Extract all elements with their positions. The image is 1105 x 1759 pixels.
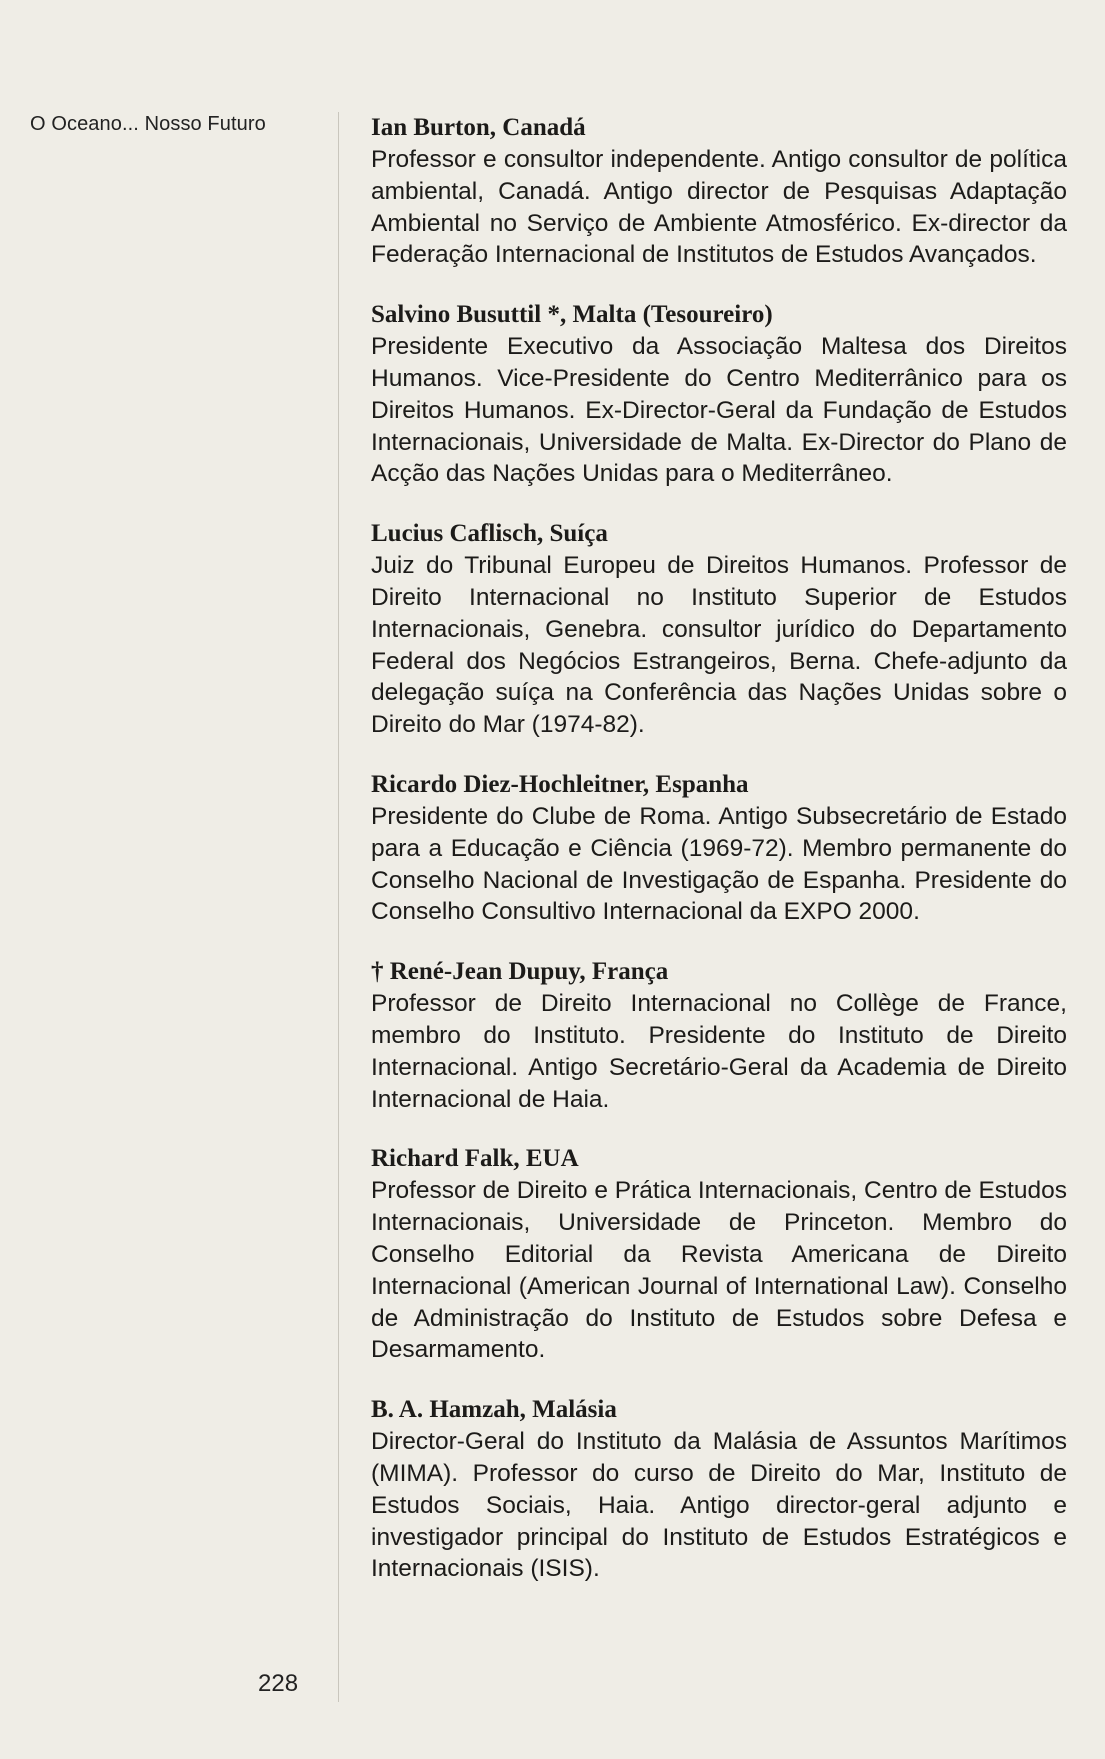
column-divider xyxy=(338,112,339,1702)
entry-description: Professor e consultor independente. Antigo consultor de política ambiental, Canadá. Antigo director de Pesquisas Adaptação Ambiental no Serviço de Ambiente Atmosférico. Ex-director da Federação Internacional de Institutos de Estudos Avançados. xyxy=(371,146,1067,269)
entry-description: Professor de Direito Internacional no Collège de France, membro do Instituto. Presidente do Instituto de Direito Internacional. Antigo Secretário-Geral da Academia de Direito Internacional de Haia. xyxy=(371,990,1067,1113)
entry-description: Juiz do Tribunal Europeu de Direitos Humanos. Professor de Direito Internacional no Instituto Superior de Estudos Internacionais, Genebra. consultor jurídico do Departamento Federal dos Negócios Estrangeiros, Berna. Chefe-adjunto da delegação suíça na Conferência das Nações Unidas sobre o Direito do Mar (1974-82). xyxy=(371,552,1067,739)
entry-name: Ricardo Diez-Hochleitner, Espanha xyxy=(371,770,749,798)
entry-name: Lucius Caflisch, Suíça xyxy=(371,520,608,548)
entry-description: Presidente Executivo da Associação Maltesa dos Direitos Humanos. Vice-Presidente do Centro Mediterrânico para os Direitos Humanos. Ex-Director-Geral da Fundação de Estudos Internacionais, Universidade de Malta. Ex-Director do Plano de Acção das Nações Unidas para o Mediterrâneo. xyxy=(371,333,1067,488)
entry-name: B. A. Hamzah, Malásia xyxy=(371,1396,617,1424)
page-number: 228 xyxy=(258,1670,299,1697)
biography-entry xyxy=(371,769,1067,928)
entry-description: Presidente do Clube de Roma. Antigo Subsecretário de Estado para a Educação e Ciência (1969-72). Membro permanente do Conselho Nacional de Investigação de Espanha. Presidente do Conselho Consultivo Internacional da EXPO 2000. xyxy=(371,802,1067,926)
biography-entry xyxy=(371,1394,1067,1585)
entry-name: Richard Falk, EUA xyxy=(371,1145,579,1173)
entry-name: Salvino Busuttil *, Malta (Tesoureiro) xyxy=(371,301,773,329)
biography-entry xyxy=(371,299,1067,490)
biography-entry xyxy=(371,112,1067,271)
entry-description: Director-Geral do Instituto da Malásia de Assuntos Marítimos (MIMA). Professor do curso de Direito do Mar, Instituto de Estudos Sociais, Haia. Antigo director-geral adjunto e investigador principal do Instituto de Estudos Estratégicos e Internacionais (ISIS). xyxy=(371,1428,1067,1583)
biography-list xyxy=(371,112,1067,1613)
running-head: O Oceano... Nosso Futuro xyxy=(30,113,266,135)
entry-name: † René-Jean Dupuy, França xyxy=(371,958,669,986)
biography-entry xyxy=(371,518,1067,741)
biography-entry xyxy=(371,1143,1067,1366)
entry-description: Professor de Direito e Prática Internacionais, Centro de Estudos Internacionais, Universidade de Princeton. Membro do Conselho Editorial da Revista Americana de Direito Internacional (American Journal of International Law). Conselho de Administração do Instituto de Estudos sobre Defesa e Desarmamento. xyxy=(371,1177,1067,1364)
entry-name: Ian Burton, Canadá xyxy=(371,114,586,141)
biography-entry xyxy=(371,956,1067,1115)
